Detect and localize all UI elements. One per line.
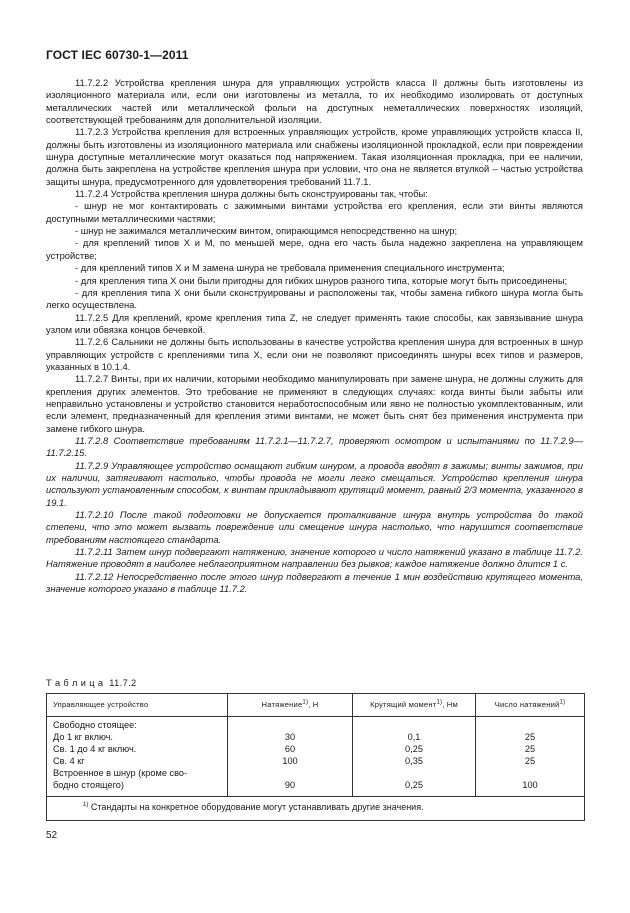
paragraph: 11.7.2.6 Сальники не должны быть использованы в качестве устройства крепления шнура для встроенных в шнур управляющих устройств с креплениями типа X, если они не позволяют присоединять шнуры всех типов и размеров, указанных в 10.1.4. (46, 336, 583, 372)
tension-value: 60 (284, 743, 296, 754)
device-line: Встроенное в шнур (кроме сво- (53, 767, 188, 778)
table-footnote (47, 797, 585, 821)
torque-value: 0,25 (405, 779, 423, 790)
count-value (482, 768, 578, 780)
paragraph: 11.7.2.4 Устройства крепления шнура должны быть сконструированы так, чтобы: (75, 188, 428, 200)
tension-value: 30 (284, 731, 296, 742)
page-number: 52 (46, 830, 58, 841)
paragraph: 11.7.2.8 Соответствие требованиям 11.7.2.1—11.7.2.7, проверяют осмотром и испытаниями по 11.7.2.9—11.7.2.15. (46, 434, 583, 459)
device-line: До 1 кг включ. (53, 731, 113, 742)
cell-count-column (476, 717, 585, 797)
table-footnote-row (47, 797, 585, 821)
tension-value: 100 (282, 755, 298, 766)
paragraph: 11.7.2.2 Устройства крепления шнура для управляющих устройств класса II должны быть изготовлены из изоляционного материала или, если они изготовлены из металла, то их необходимо изолировать от доступных металлических частей или металлической фольги на доступных неметаллических поверхностях изоляций, соответствующей требованиям для дополнительной изоляции. (46, 77, 583, 126)
paragraph: - для креплений типов X и M, по меньшей мере, одна его часть была надежно закреплена на управляющем устройстве; (46, 237, 583, 261)
cord-anchorage-test-table (46, 693, 585, 821)
cell-device-column (47, 717, 228, 797)
device-line: Св. 4 кг (53, 755, 85, 766)
torque-value: 0,25 (405, 743, 423, 754)
count-value: 25 (524, 743, 536, 754)
device-line: бодно стоящего) (53, 779, 124, 790)
header-count: Число натяжений$^{1)}$ (476, 694, 585, 717)
torque-value (359, 720, 469, 732)
count-value: 25 (524, 731, 536, 742)
header-tension: Натяжение$^{1)}$, Н (228, 694, 353, 717)
paragraph: - для крепления типа X они были пригодны для гибких шнуров разного типа, которые могут быть присоединены; (75, 274, 568, 286)
paragraph: 11.7.2.7 Винты, при их наличии, которыми необходимо манипулировать при замене шнура, не должны служить для крепления других элементов. Это требование не применяют в следующих случаях: когда винты были забыты или неправильно установлены и устройство становится неработоспособным или явно не полностью укомплектованным, или если элемент, предназначенный для крепления этими винтами, не может быть снят без применения инструмента при замене гибкого шнура. (46, 373, 583, 434)
paragraph: 11.7.2.11 Затем шнур подвергают натяжению, значение которого и число натяжений указано в таблице 11.7.2. Натяжение проводят в наиболее неблагоприятном направлении без рывков; каждое натяжение должно длится 1 с. (46, 546, 583, 570)
paragraph: 11.7.2.9 Управляющее устройство оснащают гибким шнуром, а провода вводят в зажимы; винты зажимов, при их наличии, затягивают настолько, чтобы провода не могли легко смещаться. Устройство крепления шнура используют установленным способом, к винтам прикладывают крутящий момент, равный 2/3 момента, указанного в 19.1. (46, 459, 583, 508)
table-caption-word: Т а б л и ц а (46, 678, 104, 688)
footnote-mark: 1) (83, 802, 89, 809)
torque-value: 0,35 (405, 755, 423, 766)
cell-torque-column (353, 717, 476, 797)
table-caption-number: 11.7.2 (109, 678, 137, 688)
paragraph: 11.7.2.3 Устройства крепления для встроенных управляющих устройств, кроме управляющих устройств класса II, должны быть изготовлены из изоляционного материала или снабжены изоляционной прокладкой, если при повреждении шнура доступные металлические могут оказаться под напряжением. Такая изоляционная прокладка, при ее наличии, должна быть закреплена на устройстве крепления шнура при условии, что она не является втулкой – частью устройства защиты шнура, предусмотренного для удовлетворения требований 11.7.1. (46, 126, 583, 187)
document-header: ГОСТ IEC 60730-1—2011 (46, 48, 189, 62)
torque-value (359, 768, 469, 780)
paragraph: - шнур не зажимался металлическим винтом, опирающимся непосредственно на шнур; (75, 225, 458, 237)
paragraph: 11.7.2.10 После такой подготовки не допускается проталкивание шнура внутрь устройства до такой степени, что это может вызвать повреждение или смещение шнура настолько, что нарушится соответствие требованиям настоящего стандарта. (46, 509, 583, 545)
body-text (46, 77, 583, 595)
table-body-row (47, 717, 585, 797)
cell-tension-column (228, 717, 353, 797)
table-header-row (47, 694, 585, 717)
count-value: 25 (524, 755, 536, 766)
torque-value: 0,1 (407, 731, 421, 742)
paragraph: 11.7.2.12 Непосредственно после этого шнур подвергают в течение 1 мин воздействию крутящего момента, значение которого указано в таблице 11.7.2. (46, 570, 583, 595)
count-value: 100 (522, 779, 538, 790)
device-line: Св. 1 до 4 кг включ. (53, 743, 137, 754)
header-device: Управляющее устройство (47, 694, 228, 717)
table-caption (46, 678, 137, 688)
tension-value: 90 (284, 779, 296, 790)
paragraph: 11.7.2.5 Для креплений, кроме крепления типа Z, не следует применять такие способы, как завязывание шнура узлом или обвязка концов бечевкой. (46, 311, 583, 335)
paragraph: - для креплений типов X и M замена шнура не требовала применения специального инструмента; (75, 262, 505, 274)
footnote-text: Стандарты на конкретное оборудование могут устанавливать другие значения. (90, 802, 424, 813)
header-torque: Крутящий момент$^{1)}$, Нм (353, 694, 476, 717)
device-line: Свободно стоящее: (53, 720, 137, 730)
paragraph: - шнур не мог контактировать с зажимными винтами устройства его крепления, если эти винты являются доступными металлическими частями; (46, 200, 583, 224)
count-value (482, 720, 578, 732)
tension-value (234, 720, 346, 732)
paragraph: - для крепления типа X они были сконструированы и расположены так, чтобы замена гибкого шнура могла быть легко осуществлена. (46, 286, 583, 311)
tension-value (234, 768, 346, 780)
